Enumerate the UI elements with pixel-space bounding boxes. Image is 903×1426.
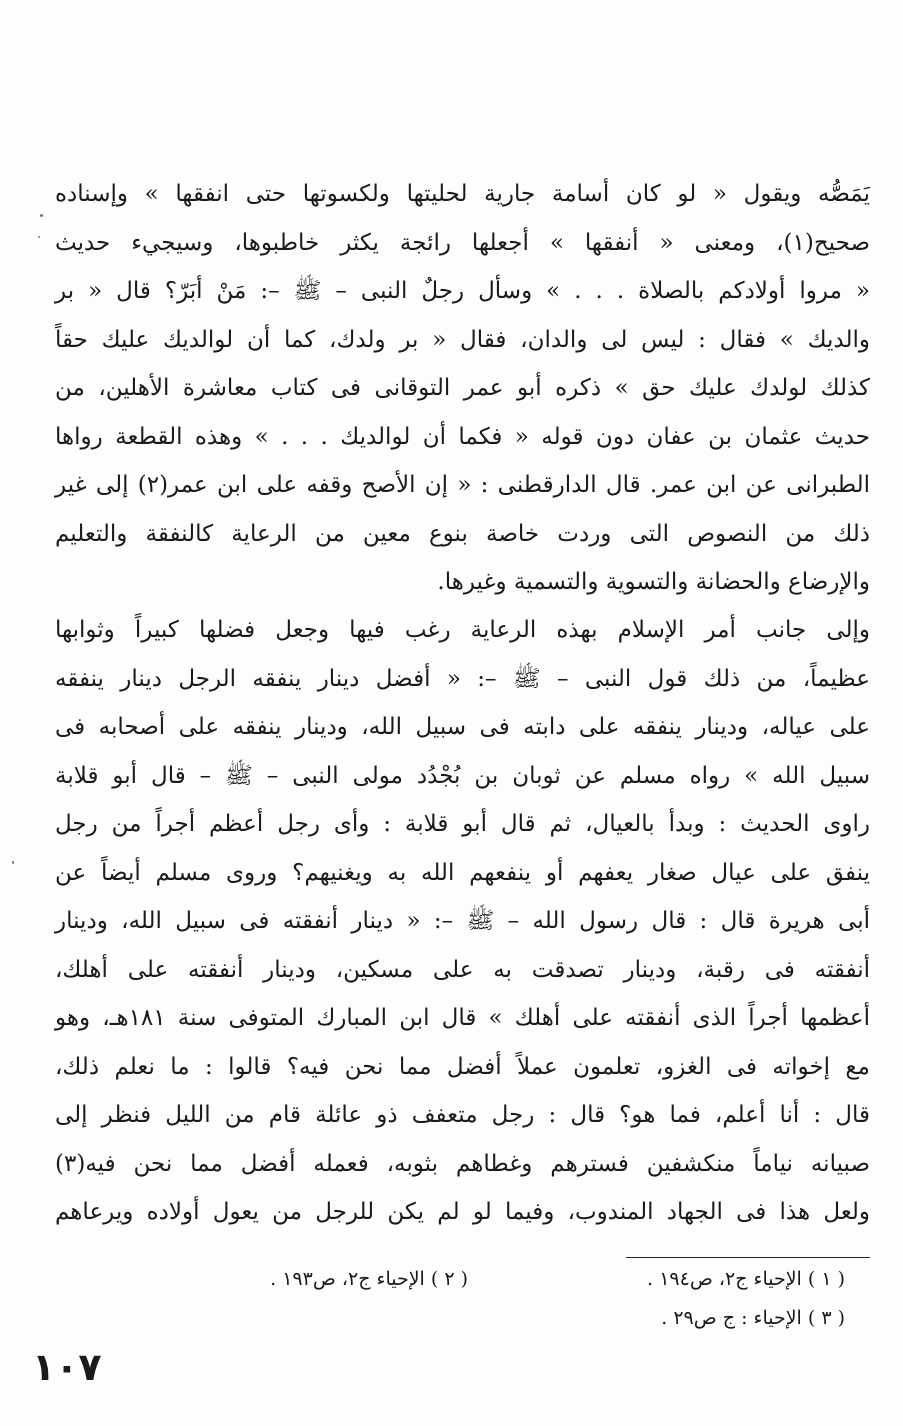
text-line: سبيل الله » رواه مسلم عن ثوبان بن بُجْدُد مولى النبى – ﷺ – قال أبو قلابة (55, 762, 870, 789)
paragraph-2 (55, 606, 870, 1237)
text-line: أنفقته فى رقبة، ودينار تصدقت به على مسكين، ودينار أنفقته على أهلك، (55, 956, 870, 983)
text-line: ولعل هذا فى الجهاد المندوب، وفيما لو لم يكن للرجل من يعول أولاده ويرعاهم (55, 1199, 870, 1225)
text-line: أبى هريرة قال : قال رسول الله – ﷺ –: « دينار أنفقته فى سبيل الله، ودينار (55, 908, 870, 934)
text-line: أعظمها أجراً الذى أنفقته على أهلك » قال ابن المبارك المتوفى سنة ١٨١هـ، وهو (55, 1005, 870, 1031)
text-line: على عياله، ودينار ينفقه على دابته فى سبيل الله، ودينار ينفقه على أصحابه فى (55, 714, 870, 740)
scan-speck (12, 861, 14, 864)
text-line: عظيماً، من ذلك قول النبى – ﷺ –: « أفضل دينار ينفقه الرجل دينار ينفقه (55, 665, 870, 692)
footnote-2: ( ٢ ) الإحياء ج٢، ص١٩٣ . (270, 1268, 468, 1290)
text-line: قال : أنا أعلم، فما هو؟ قال : رجل متعفف ذو عائلة قام من الليل فنظر إلى (55, 1102, 870, 1128)
paragraph-1 (55, 170, 870, 607)
text-line: كذلك لولدك عليك حق » ذكره أبو عمر التوقانى فى كتاب معاشرة الأهلين، من (55, 375, 870, 401)
text-line: « مروا أولادكم بالصلاة . . . » وسأل رجلٌ النبى – ﷺ –: مَنْ أبَرّ؟ قال « بر (55, 278, 870, 304)
text-line: مع إخواته فى الغزو، تعلمون عملاً أفضل مما نحن فيه؟ قالوا : ما نعلم ذلك، (55, 1053, 870, 1080)
footnote-1: ( ١ ) الإحياء ج٢، ص١٩٤ . (647, 1268, 845, 1290)
text-line: ينفق على عيال صغار يعفهم أو ينفعهم الله به ويغنيهم؟ وروى مسلم أيضاً عن (55, 859, 870, 886)
page-number: ١٠٧ (32, 1345, 102, 1389)
scan-speck (38, 236, 40, 238)
text-line: ذلك من النصوص التى وردت خاصة بنوع معين من الرعاية كالنفقة والتعليم (55, 520, 870, 547)
text-line: والديك » فقال : ليس لى والدان، فقال « بر ولدك، كما أن لوالديك عليك حقاً (55, 326, 870, 353)
text-line: صبيانه نياماً منكشفين فسترهم وغطاهم بثوبه، فعمله أفضل مما نحن فيه(٣) (55, 1150, 870, 1177)
footnote-separator (626, 1257, 870, 1258)
scan-speck (40, 214, 43, 217)
text-line: الطبرانى عن ابن عمر. قال الدارقطنى : « إن الأصح وقفه على ابن عمر(٢) إلى غير (55, 472, 871, 498)
text-line: حديث عثمان بن عفان دون قوله « فكما أن لوالديك . . . » وهذه القطعة رواها (55, 423, 870, 450)
text-line: والإرضاع والحضانة والتسوية والتسمية وغيرها. (437, 569, 870, 595)
text-line: وإلى جانب أمر الإسلام بهذه الرعاية رغب فيها وجعل فضلها كبيراً وثوابها (55, 617, 870, 643)
text-line: راوى الحديث : وبدأ بالعيال، ثم قال أبو قلابة : وأى رجل أعظم أجراً من رجل (55, 811, 870, 837)
text-line: صحيح(١)، ومعنى « أنفقها » أجعلها رائجة يكثر خاطبوها، وسيجيء حديث (55, 229, 870, 256)
footnote-3: ( ٣ ) الإحياء : ج ص٢٩ . (661, 1307, 845, 1329)
text-line: يَمَصُّه ويقول « لو كان أسامة جارية لحليتها ولكسوتها حتى انفقها » وإسناده (55, 181, 870, 207)
